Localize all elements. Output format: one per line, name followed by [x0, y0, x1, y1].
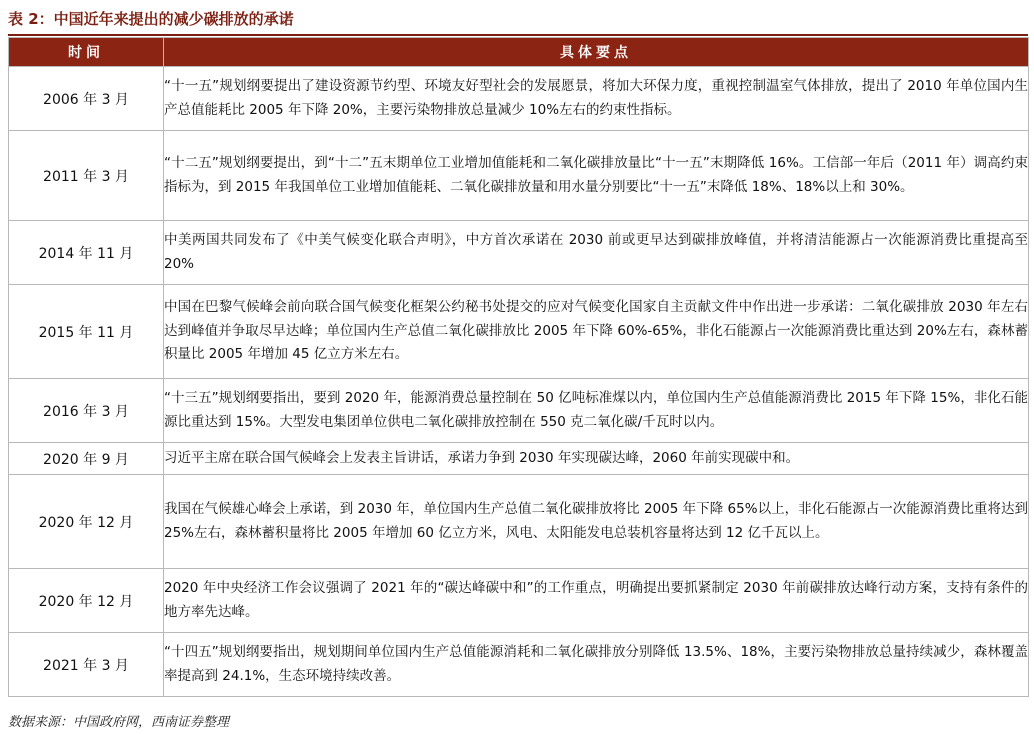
- row-description: “十三五”规划纲要指出，要到 2020 年，能源消费总量控制在 50 亿吨标准煤以内，单位国内生产总值能源消费比 2015 年下降 15%，非化石能源比重达到 15%。大型发电集团单位供电二氧化碳排放控制在 550 克二氧化碳/千瓦时以内。: [164, 379, 1029, 443]
- table-row: [9, 569, 1029, 633]
- row-date: 2014 年 11 月: [9, 221, 164, 285]
- table-row: [9, 67, 1029, 131]
- row-date: 2015 年 11 月: [9, 285, 164, 379]
- row-date: 2021 年 3 月: [9, 633, 164, 697]
- table-row: [9, 443, 1029, 475]
- title-rule: [8, 34, 1028, 36]
- table-row: [9, 131, 1029, 221]
- row-description: 2020 年中央经济工作会议强调了 2021 年的“碳达峰碳中和”的工作重点，明确提出要抓紧制定 2030 年前碳排放达峰行动方案，支持有条件的地方率先达峰。: [164, 569, 1029, 633]
- row-date: 2006 年 3 月: [9, 67, 164, 131]
- column-header-points: 具体要点: [164, 38, 1029, 67]
- commitments-table: [8, 37, 1029, 697]
- row-description: “十四五”规划纲要指出，规划期间单位国内生产总值能源消耗和二氧化碳排放分别降低 13.5%、18%，主要污染物排放总量持续减少，森林覆盖率提高到 24.1%，生态环境持续改善。: [164, 633, 1029, 697]
- row-date: 2020 年 9 月: [9, 443, 164, 475]
- row-date: 2011 年 3 月: [9, 131, 164, 221]
- data-source-note: 数据来源：中国政府网，西南证券整理: [8, 715, 230, 730]
- table-row: [9, 633, 1029, 697]
- table-row: [9, 221, 1029, 285]
- row-description: 中美两国共同发布了《中美气候变化联合声明》，中方首次承诺在 2030 前或更早达到碳排放峰值，并将清洁能源占一次能源消费比重提高至 20%: [164, 221, 1029, 285]
- row-description: “十二五”规划纲要提出，到“十二”五末期单位工业增加值能耗和二氧化碳排放量比“十一五”末期降低 16%。工信部一年后（2011 年）调高约束指标为，到 2015 年我国单位工业增加值能耗、二氧化碳排放量和用水量分别要比“十一五”末降低 18%、18%以上和 30%。: [164, 131, 1029, 221]
- table-row: [9, 285, 1029, 379]
- table-row: [9, 475, 1029, 569]
- column-header-time: 时间: [9, 38, 164, 67]
- row-date: 2020 年 12 月: [9, 569, 164, 633]
- row-description: 习近平主席在联合国气候峰会上发表主旨讲话，承诺力争到 2030 年实现碳达峰，2060 年前实现碳中和。: [164, 443, 1029, 475]
- table-title: 表 2：中国近年来提出的减少碳排放的承诺: [8, 10, 294, 28]
- row-description: “十一五”规划纲要提出了建设资源节约型、环境友好型社会的发展愿景，将加大环保力度，重视控制温室气体排放，提出了 2010 年单位国内生产总值能耗比 2005 年下降 20%，主要污染物排放总量减少 10%左右的约束性指标。: [164, 67, 1029, 131]
- row-date: 2016 年 3 月: [9, 379, 164, 443]
- row-description: 我国在气候雄心峰会上承诺，到 2030 年，单位国内生产总值二氧化碳排放将比 2005 年下降 65%以上，非化石能源占一次能源消费比重将达到 25%左右，森林蓄积量将比 2005 年增加 60 亿立方米，风电、太阳能发电总装机容量将达到 12 亿千瓦以上。: [164, 475, 1029, 569]
- row-date: 2020 年 12 月: [9, 475, 164, 569]
- table-header-row: [9, 38, 1029, 67]
- table-row: [9, 379, 1029, 443]
- row-description: 中国在巴黎气候峰会前向联合国气候变化框架公约秘书处提交的应对气候变化国家自主贡献文件中作出进一步承诺：二氧化碳排放 2030 年左右达到峰值并争取尽早达峰；单位国内生产总值二氧化碳排放比 2005 年下降 60%-65%，非化石能源占一次能源消费比重达到 20%左右，森林蓄积量比 2005 年增加 45 亿立方米左右。: [164, 285, 1029, 379]
